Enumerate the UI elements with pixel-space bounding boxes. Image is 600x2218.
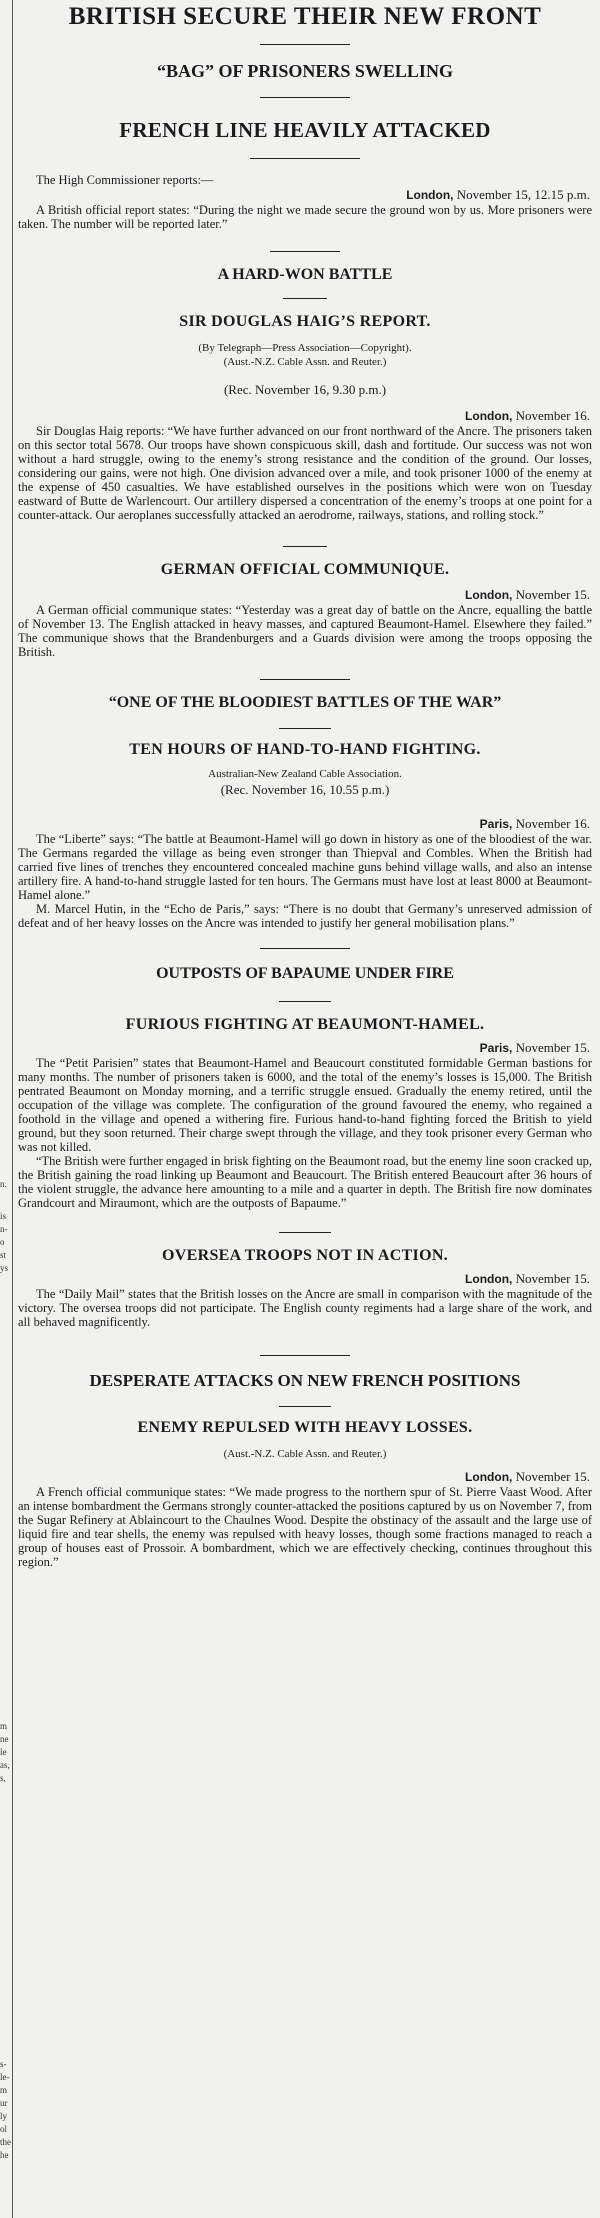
dateline xyxy=(16,408,594,424)
intro-paragraph: A British official report states: “During the night we made secure the ground won by us. More prisoners were taken. The number will be reported later.” xyxy=(18,203,592,231)
divider xyxy=(279,1001,331,1002)
subheadline-prisoners: “BAG” OF PRISONERS SWELLING xyxy=(157,61,453,81)
haig-report-paragraph: Sir Douglas Haig reports: “We have further advanced on our front northward of the Ancre. The prisoners taken on this sector total 5678. Our troops have shown conspicuous skill, dash and fortitude. Our success was not won without a hard struggle, owing to the enemy’s strong resistance and the condition of the ground. Our losses, considering our gains, were not high. One division advanced over a mile, and took prisoner 1000 of the enemy at the expense of 450 casualties. We have established ourselves in the positions which were won on Tuesday eastward of Butte de Warlencourt. Our artillery dispersed a concentration of the enemy’s troops at one point for a counter-attack. Our aeroplanes successfully attacked an aerodrome, railways, stations, and rolling stock.” xyxy=(18,424,592,522)
adjacent-column-margin xyxy=(0,0,13,2218)
adjacent-column-fragment: s- le- m ur ly ol the he xyxy=(0,2059,11,2160)
dateline xyxy=(16,1469,594,1485)
cable-credit: (Aust.-N.Z. Cable Assn. and Reuter.) xyxy=(223,356,387,368)
divider xyxy=(279,728,331,729)
divider xyxy=(260,679,350,680)
article-column xyxy=(16,0,594,1569)
petit-parisien-paragraph: The “Petit Parisien” states that Beaumont-Hamel and Beaucourt constituted formidable German bastions for many months. The number of prisoners taken is 6000, and the total of the enemy’s losses is 15,000. The British pentrated Beaumont on Monday morning, and a terrific struggle ensued. Gradually the enemy retired, until the occupation of the village was complete. The configuration of the ground favoured the enemy, who regained a foothold in the village and opened a withering fire. Furious hand-to-hand fighting forced the British to yield ground, but they soon returned. Their charge swept through the village, and they took prisoner every German who was not killed. xyxy=(18,1056,592,1154)
divider xyxy=(270,251,340,252)
received-time: (Rec. November 16, 9.30 p.m.) xyxy=(223,382,387,397)
dateline-place: London, xyxy=(465,409,513,423)
beaumont-road-paragraph: “The British were further engaged in brisk fighting on the Beaumont road, but the enemy line soon cracked up, the British gaining the road linking up Beaumont and Beaucourt. The British entered Beaucourt after 36 hours of the violent struggle, the advance here amounting to a mile and a quarter in depth. The British fire now dominates Grandcourt and Miraumont, which are the outposts of Bapaume.” xyxy=(18,1154,592,1210)
liberte-paragraph: The “Liberte” says: “The battle at Beaumont-Hamel will go down in history as one of the bloodiest of the war. The Germans regarded the village as being even stronger than Thiepval and Combles. When the British had carried five lines of trenches they encountered concealed machine guns behind village walls, and also an intense artillery fire. A hand-to-hand struggle lasted for ten hours. The Germans must have lost at least 8000 at Beaumont-Hamel alone.” xyxy=(18,832,592,902)
section-title-bapaume-outposts: OUTPOSTS OF BAPAUME UNDER FIRE xyxy=(156,965,454,982)
section-title-german-communique: GERMAN OFFICIAL COMMUNIQUE. xyxy=(160,561,450,578)
dateline xyxy=(16,1271,594,1287)
dateline-place: London, xyxy=(465,1470,513,1484)
divider xyxy=(260,948,350,949)
divider xyxy=(283,298,327,299)
section-subtitle-enemy-repulsed: ENEMY REPULSED WITH HEAVY LOSSES. xyxy=(137,1419,473,1436)
cable-credit: Australian-New Zealand Cable Association. xyxy=(208,768,402,780)
main-headline: BRITISH SECURE THEIR NEW FRONT xyxy=(68,3,542,30)
dateline-place: London, xyxy=(406,188,454,202)
dateline-place: Paris, xyxy=(479,1041,513,1055)
adjacent-column-fragment: m ne le as, s, xyxy=(0,1721,10,1783)
divider xyxy=(260,1355,350,1356)
dateline xyxy=(16,816,594,832)
adjacent-column-fragment: is n- o st ys xyxy=(0,1211,9,1273)
dateline xyxy=(16,1040,594,1056)
divider xyxy=(260,97,350,98)
dateline-date: November 15. xyxy=(515,1469,590,1484)
dateline-place: Paris, xyxy=(479,817,513,831)
section-subtitle-furious-fighting: FURIOUS FIGHTING AT BEAUMONT-HAMEL. xyxy=(125,1016,485,1033)
divider xyxy=(260,44,350,45)
german-communique-paragraph: A German official communique states: “Yesterday was a great day of battle on the Ancre, equalling the battle of November 13. The English attacked in heavy masses, and captured Beaumont-Hamel. Elsewhere they failed.” The communique shows that the Brandenburgers and a Guards division were among the troops opposing the British. xyxy=(18,603,592,659)
commissioner-reports: The High Commissioner reports:— xyxy=(36,173,214,187)
dateline-date: November 15, 12.15 p.m. xyxy=(456,187,590,202)
dateline-date: November 15. xyxy=(515,1271,590,1286)
dateline-place: London, xyxy=(465,1272,513,1286)
divider xyxy=(279,1232,331,1233)
divider xyxy=(283,546,327,547)
divider xyxy=(279,1406,331,1407)
dateline-date: November 16. xyxy=(515,816,590,831)
french-communique-paragraph: A French official communique states: “We made progress to the northern spur of St. Pierre Vaast Wood. After an intense bombardment the Germans strongly counter-attacked the positions captured by us on November 7, from the Sugar Refinery at Ablaincourt to the Chaulnes Wood. Despite the obstinacy of the assault and the large use of liquid fire and tear shells, the enemy was repulsed with heavy losses, though some fractions managed to reach a group of houses east of Prossoir. A bombardment, which we are effectively checking, continues throughout this region.” xyxy=(18,1485,592,1569)
dateline xyxy=(16,187,594,203)
hutin-paragraph: M. Marcel Hutin, in the “Echo de Paris,” says: “There is no doubt that Germany’s unreserved admission of defeat and of her heavy losses on the Ancre was intended to justify her general mobilisation plans.” xyxy=(18,902,592,930)
dateline-date: November 15. xyxy=(515,587,590,602)
section-title-oversea-troops: OVERSEA TROOPS NOT IN ACTION. xyxy=(162,1247,448,1264)
section-subtitle-hand-to-hand: TEN HOURS OF HAND-TO-HAND FIGHTING. xyxy=(129,741,481,758)
dateline-place: London, xyxy=(465,588,513,602)
dateline-date: November 16. xyxy=(515,408,590,423)
section-title-french-positions: DESPERATE ATTACKS ON NEW FRENCH POSITIONS xyxy=(89,1371,521,1390)
cable-credit: (Aust.-N.Z. Cable Assn. and Reuter.) xyxy=(223,1448,387,1460)
dateline xyxy=(16,587,594,603)
dateline-date: November 15. xyxy=(515,1040,590,1055)
section-title-bloodiest-battles: “ONE OF THE BLOODIEST BATTLES OF THE WAR” xyxy=(108,694,502,711)
received-time: (Rec. November 16, 10.55 p.m.) xyxy=(220,782,390,797)
adjacent-column-fragment: n. xyxy=(0,1179,7,1189)
press-credit: (By Telegraph—Press Association—Copyright). xyxy=(198,342,412,354)
section-subtitle-haig-report: SIR DOUGLAS HAIG’S REPORT. xyxy=(179,313,431,330)
divider xyxy=(250,158,360,159)
section-title-hard-won-battle: A HARD-WON BATTLE xyxy=(217,266,393,283)
daily-mail-paragraph: The “Daily Mail” states that the British losses on the Ancre are small in comparison with the magnitude of the victory. The oversea troops did not participate. The English county regiments had a large share of the work, and all behaved magnificently. xyxy=(18,1287,592,1329)
subheadline-french-line: FRENCH LINE HEAVILY ATTACKED xyxy=(119,118,491,142)
